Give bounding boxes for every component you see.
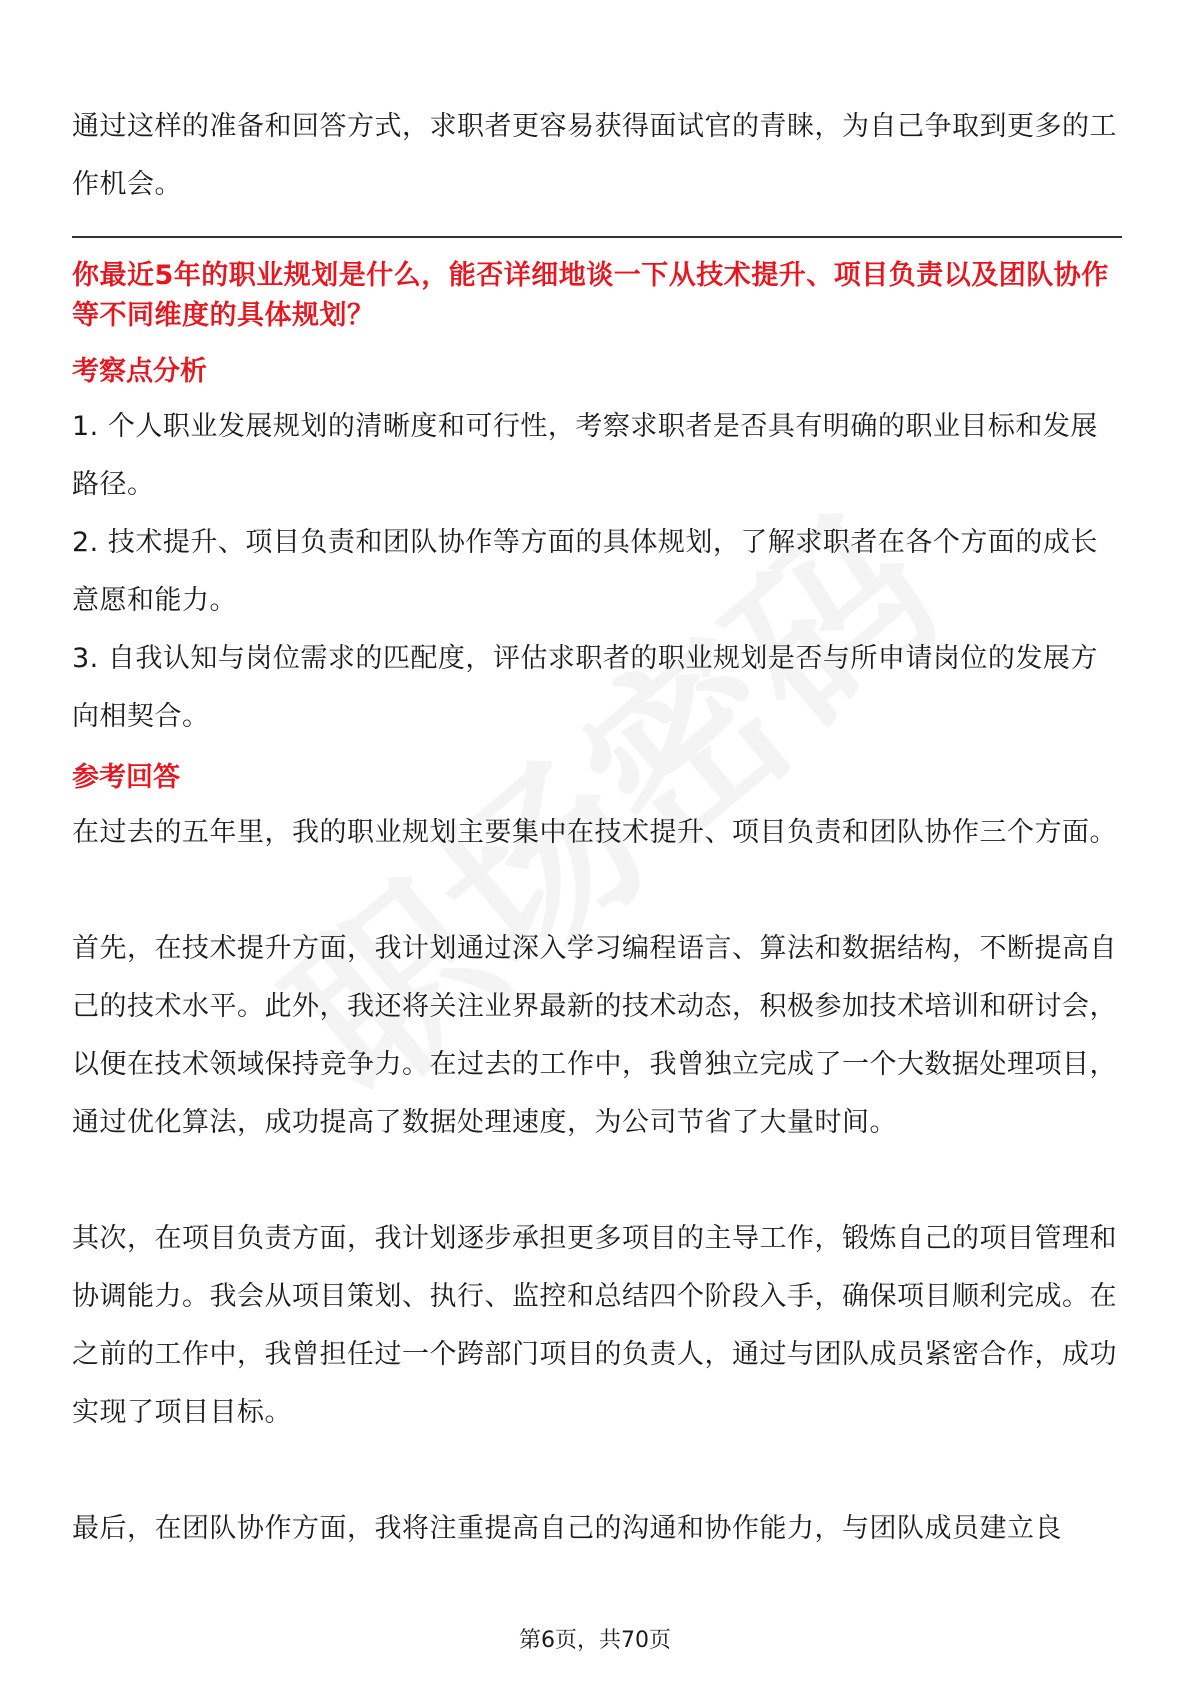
analysis-heading: 考察点分析 xyxy=(72,356,207,387)
spacer xyxy=(72,862,1122,920)
section-divider xyxy=(72,236,1122,238)
analysis-item: 3. 自我认知与岗位需求的匹配度，评估求职者的职业规划是否与所申请岗位的发展方向相契合。 xyxy=(72,643,1098,732)
analysis-item: 2. 技术提升、项目负责和团队协作等方面的具体规划，了解求职者在各个方面的成长意愿和能力。 xyxy=(72,527,1098,616)
spacer xyxy=(72,1442,1122,1500)
answer-paragraph: 首先，在技术提升方面，我计划通过深入学习编程语言、算法和数据结构，不断提高自己的技术水平。此外，我还将关注业界最新的技术动态，积极参加技术培训和研讨会，以便在技术领域保持竞争力。在过去的工作中，我曾独立完成了一个大数据处理项目，通过优化算法，成功提高了数据处理速度，为公司节省了大量时间。 xyxy=(72,933,1117,1138)
spacer xyxy=(72,1152,1122,1210)
question-title: 你最近5年的职业规划是什么，能否详细地谈一下从技术提升、项目负责以及团队协作等不同维度的具体规划？ xyxy=(72,260,1109,331)
answer-heading: 参考回答 xyxy=(72,762,180,793)
answer-paragraph: 最后，在团队协作方面，我将注重提高自己的沟通和协作能力，与团队成员建立良 xyxy=(72,1513,1062,1544)
analysis-item: 1. 个人职业发展规划的清晰度和可行性，考察求职者是否具有明确的职业目标和发展路径。 xyxy=(72,411,1098,500)
page-content xyxy=(72,98,1122,1558)
answer-paragraph: 其次，在项目负责方面，我计划逐步承担更多项目的主导工作，锻炼自己的项目管理和协调能力。我会从项目策划、执行、监控和总结四个阶段入手，确保项目顺利完成。在之前的工作中，我曾担任过一个跨部门项目的负责人，通过与团队成员紧密合作，成功实现了项目目标。 xyxy=(72,1223,1117,1428)
page-number: 第6页，共70页 xyxy=(519,1628,671,1653)
intro-paragraph: 通过这样的准备和回答方式，求职者更容易获得面试官的青睐，为自己争取到更多的工作机会。 xyxy=(72,111,1117,200)
answer-paragraph: 在过去的五年里，我的职业规划主要集中在技术提升、项目负责和团队协作三个方面。 xyxy=(72,817,1117,848)
